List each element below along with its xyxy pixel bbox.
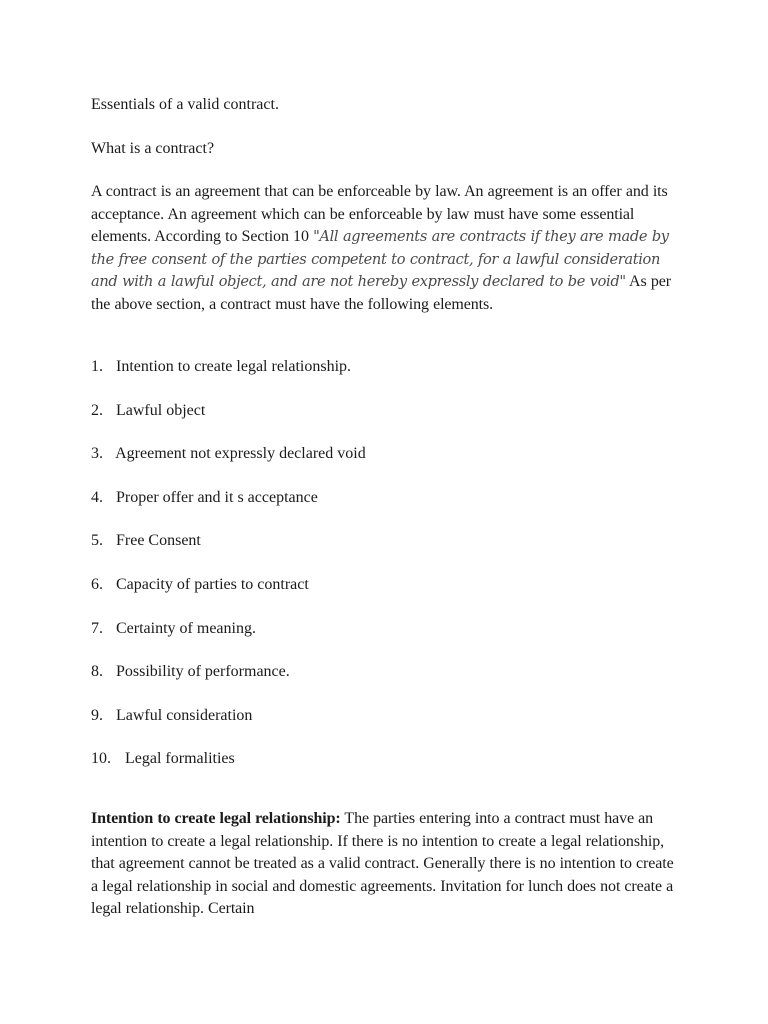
list-item bbox=[91, 662, 366, 706]
list-item bbox=[91, 749, 366, 793]
list-item-text: Intention to create legal relationship. bbox=[116, 358, 352, 375]
intro-text: A contract is an agreement that can be enforceable by law. An agreement is an offer and its acceptance. An agreement which can be enforceable by law must have some essential elements. According to Section 10 bbox=[91, 183, 668, 245]
list-item-text: Lawful object bbox=[116, 401, 206, 419]
list-item-text: Possibility of performance. bbox=[116, 663, 290, 681]
list-item-number: 8. bbox=[91, 663, 103, 681]
list-item bbox=[91, 401, 366, 445]
list-item-text: Lawful consideration bbox=[116, 706, 253, 724]
list-item-number: 7. bbox=[91, 619, 103, 637]
list-item-number: 9. bbox=[91, 706, 103, 724]
list-item-text: Legal formalities bbox=[125, 750, 235, 768]
list-item bbox=[91, 619, 366, 663]
list-item-number: 3. bbox=[91, 445, 103, 463]
section-10-quote: "All agreements are contracts if they are made by the free consent of the parties competent to contract, for a lawful consideration and with a lawful object, and are not hereby expressly declared to be void" bbox=[91, 228, 669, 290]
intention-section bbox=[91, 808, 681, 921]
list-item-number: 1. bbox=[91, 358, 103, 375]
document-title: Essentials of a valid contract. bbox=[91, 96, 279, 113]
list-item-number: 6. bbox=[91, 575, 103, 593]
list-item-text: Free Consent bbox=[116, 532, 201, 550]
intro-paragraph bbox=[91, 181, 681, 316]
list-item bbox=[91, 444, 366, 488]
list-item-text: Certainty of meaning. bbox=[116, 619, 256, 637]
section-heading: Intention to create legal relationship: bbox=[91, 810, 341, 827]
section-question: What is a contract? bbox=[91, 140, 215, 157]
list-item bbox=[91, 357, 366, 401]
list-item-number: 2. bbox=[91, 401, 103, 419]
list-item bbox=[91, 488, 366, 532]
list-item-text: Capacity of parties to contract bbox=[116, 575, 309, 593]
section-body: The parties entering into a contract must have an intention to create a legal relationship. If there is no intention to create a legal relationship, that agreement cannot be treated as a valid contract. Generally there is no intention to create a legal relationship in social and domestic agreements. Invitation for lunch does not create a legal relationship. Certain bbox=[91, 810, 674, 917]
list-item bbox=[91, 706, 366, 750]
list-item-text: Proper offer and it s acceptance bbox=[116, 488, 318, 506]
list-item-number: 5. bbox=[91, 532, 103, 550]
list-item-number: 10. bbox=[91, 750, 111, 768]
list-item bbox=[91, 531, 366, 575]
list-item-text: Agreement not expressly declared void bbox=[115, 445, 366, 463]
list-item-number: 4. bbox=[91, 488, 103, 506]
list-item bbox=[91, 575, 366, 619]
intro-text-continued: As per the above section, a contract must have the following elements. bbox=[91, 273, 671, 313]
essential-elements-list bbox=[91, 357, 366, 793]
